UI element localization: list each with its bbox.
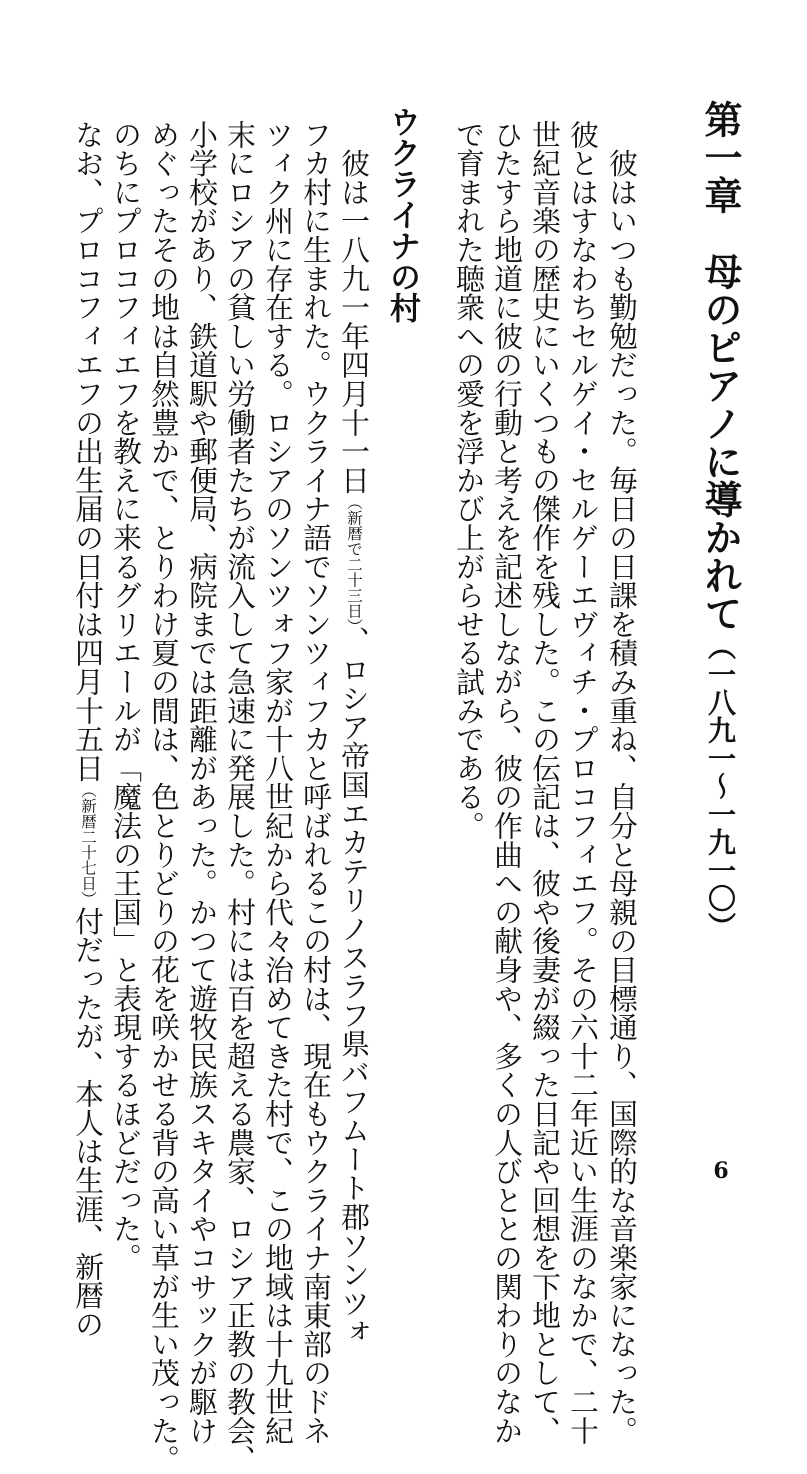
chapter-title: 第一章 母のピアノに導かれて [698,100,742,632]
body-line-2: フカ村に生まれた。ウクライナ語でソンツィフカと呼ばれるこの村は、現在もウクライナ南東部のドネ [299,120,333,1445]
section-heading [380,106,420,323]
body-text: なお、プロコフィエフの出生届の日付は四月十五日 [71,120,105,783]
body-line-5: 小学校があり、鉄道駅や郵便局、病院までは距離があった。かつて遊牧民族スキタイやコサックが駆け [185,120,219,1445]
body-line-4: 末にロシアの貧しい労働者たちが流入して急速に発展した。村には百を超える農家、ロシア正教の教会、 [223,120,257,1474]
section-title: ウクライナの村 [384,106,420,323]
intro-line-3: 世紀音楽の歴史にいくつもの傑作を残した。この伝記は、彼や後妻が綴った日記や回想を下地として、 [528,120,562,1445]
body-text: 付だったが、本人は生涯、新暦の [71,906,105,1339]
body-line-7: のちにプロコフィエフを教えに来るグリエールが「魔法の王国」と表現するほどだった。 [109,120,143,1272]
intro-line-4: ひたすら地道に彼の行動と考えを記述しながら、彼の作曲への献身や、多くの人びととの関わりのなか [490,120,524,1445]
page-number: 6 [713,1158,729,1184]
calendar-note: （新暦二十七日） [79,782,97,907]
body-line-1 [336,120,372,1346]
chapter-years: （一八九一～一九一〇） [704,632,737,940]
chapter-heading [692,100,742,940]
body-text: 、ロシア帝国エカテリノスラフ県バフムート郡ソンツォ [337,626,371,1347]
body-line-8 [70,120,106,1338]
body-line-3: ツィク州に存在する。ロシアのソンツォフ家が十八世紀から代々治めてきた村で、この地域は十九世紀 [261,120,295,1445]
intro-line-2: 彼とはすなわちセルゲイ・セルゲーエヴィチ・プロコフィエフ。その六十二年近い生涯のなかで、二十 [566,120,600,1445]
calendar-note: （新暦で二十三日） [345,494,363,627]
body-text: 彼は一八九一年四月十一日 [337,120,371,495]
intro-line-1: 彼はいつも勤勉だった。毎日の日課を積み重ね、自分と母親の目標通り、国際的な音楽家になった。 [605,120,639,1445]
intro-line-5: で育まれた聴衆への愛を浮かび上がらせる試みである。 [452,120,486,840]
body-line-6: めぐったその地は自然豊かで、とりわけ夏の間は、色とりどりの花を咲かせる背の高い草が生い茂った。 [147,120,181,1474]
